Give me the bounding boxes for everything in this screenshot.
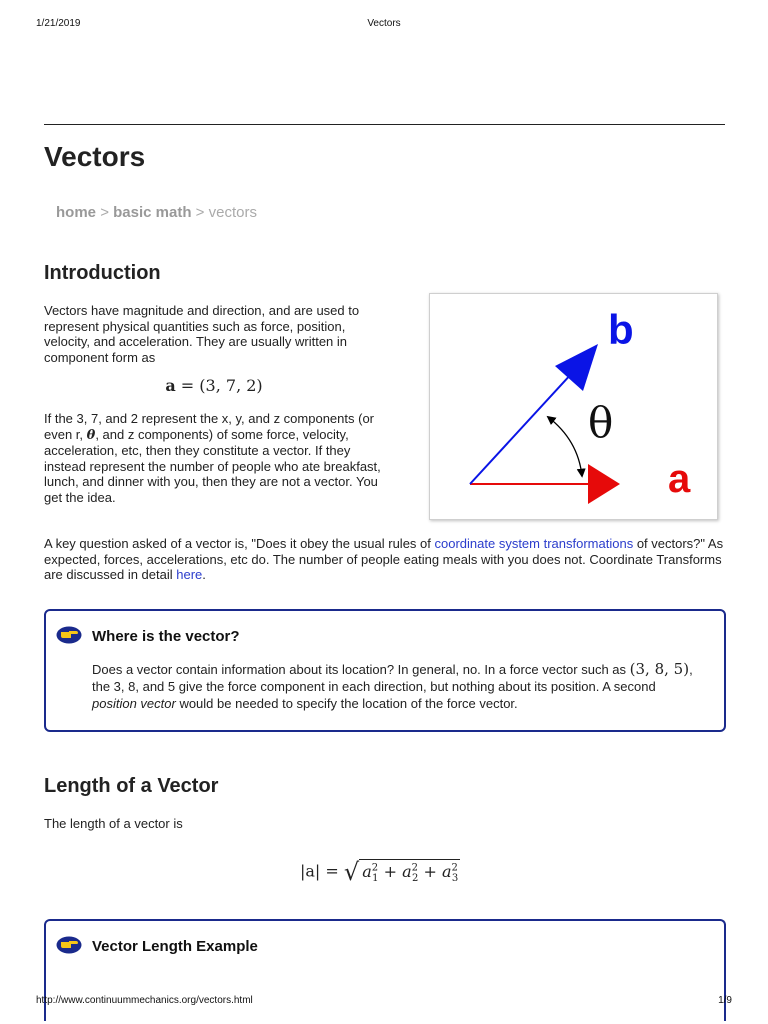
subscript: 1 bbox=[372, 872, 379, 884]
text-span: , the 3, 8, and 5 give the force component in each direction, but nothing about its position. A second bbox=[92, 662, 693, 694]
vector-diagram bbox=[429, 293, 718, 520]
breadcrumb-basic-math-link[interactable]: basic math bbox=[113, 204, 192, 221]
text-span: , and z components) of some force, velocity, acceleration, etc, then they constitute a vector. If they instead represent the number of people who ate breakfast, lunch, and dinner with you, then they are not a vector. You get the idea. bbox=[44, 426, 381, 505]
angle-arc bbox=[548, 417, 582, 476]
radicand bbox=[359, 859, 460, 884]
breadcrumb-home-link[interactable]: home bbox=[56, 204, 97, 221]
introduction-heading: Introduction bbox=[44, 262, 161, 284]
text-span: If the 3, 7, and 2 represent the x, y, and z components (or even r, bbox=[44, 411, 375, 442]
text-span: would be needed to specify the location of the force vector. bbox=[175, 696, 518, 711]
label-theta: θ bbox=[588, 398, 614, 447]
text-span: A key question asked of a vector is, "Does it obey the usual rules of bbox=[44, 536, 435, 551]
coordinate-transformations-link[interactable]: coordinate system transformations bbox=[434, 536, 634, 551]
text-span: . bbox=[202, 567, 206, 582]
here-link[interactable]: here bbox=[176, 567, 203, 582]
vector-a-arrowhead bbox=[588, 464, 620, 504]
print-page-number: 1/9 bbox=[718, 995, 732, 1006]
subscript: 3 bbox=[451, 872, 459, 884]
length-heading: Length of a Vector bbox=[44, 775, 219, 797]
length-equation bbox=[300, 858, 460, 886]
intro-paragraph-3 bbox=[44, 536, 724, 583]
callout-title: Vector Length Example bbox=[92, 938, 258, 955]
breadcrumb-separator: > bbox=[100, 204, 109, 221]
text-span: of vectors?" As expected, forces, accelerations, etc do. The number of people eating meals with you does not. Coordinate Transforms are discussed in detail bbox=[44, 536, 724, 582]
label-b: b bbox=[608, 306, 634, 353]
callout-title: Where is the vector? bbox=[92, 628, 240, 645]
title-divider bbox=[44, 124, 725, 125]
term: a bbox=[362, 861, 372, 881]
exponent: 2 bbox=[451, 862, 458, 874]
length-lhs: |a| = bbox=[300, 861, 339, 881]
intro-paragraph-2 bbox=[44, 411, 389, 505]
print-url: http://www.continuummechanics.org/vectors.html bbox=[36, 995, 253, 1006]
text-span: Does a vector contain information about its location? In general, no. In a force vector such as bbox=[92, 662, 630, 677]
pointing-hand-icon bbox=[56, 626, 82, 644]
vector-equation bbox=[44, 376, 384, 395]
exponent: 2 bbox=[411, 862, 419, 874]
print-title: Vectors bbox=[367, 18, 401, 29]
breadcrumb bbox=[56, 204, 257, 221]
plus: + bbox=[423, 861, 437, 881]
square-root bbox=[344, 858, 460, 886]
vector-b-line bbox=[470, 372, 573, 484]
term: a bbox=[441, 861, 452, 881]
vector-diagram-svg bbox=[430, 294, 717, 519]
print-date: 1/21/2019 bbox=[36, 18, 81, 29]
emphasis: position vector bbox=[92, 696, 176, 711]
vector-components: = (3, 7, 2) bbox=[180, 376, 263, 395]
intro-paragraph-1: Vectors have magnitude and direction, and are used to represent physical quantities such as force, position, velocity, and acceleration. They are usually written in component form as bbox=[44, 303, 360, 365]
callout-body bbox=[92, 661, 704, 712]
breadcrumb-separator: > bbox=[195, 204, 205, 221]
plus: + bbox=[383, 861, 397, 881]
pointing-hand-icon bbox=[56, 936, 82, 954]
theta-symbol: θ bbox=[86, 427, 96, 443]
term: a bbox=[402, 861, 412, 881]
callout-where-is-vector bbox=[44, 609, 726, 732]
subscript: 2 bbox=[412, 872, 419, 884]
length-paragraph: The length of a vector is bbox=[44, 816, 183, 831]
label-a: a bbox=[668, 457, 691, 501]
vector-a-symbol: a bbox=[165, 376, 176, 395]
inline-vector: (3, 8, 5) bbox=[629, 660, 690, 678]
exponent: 2 bbox=[371, 862, 379, 874]
breadcrumb-current: vectors bbox=[208, 204, 257, 221]
radical-sign: √ bbox=[343, 858, 360, 886]
page-title: Vectors bbox=[44, 141, 146, 172]
